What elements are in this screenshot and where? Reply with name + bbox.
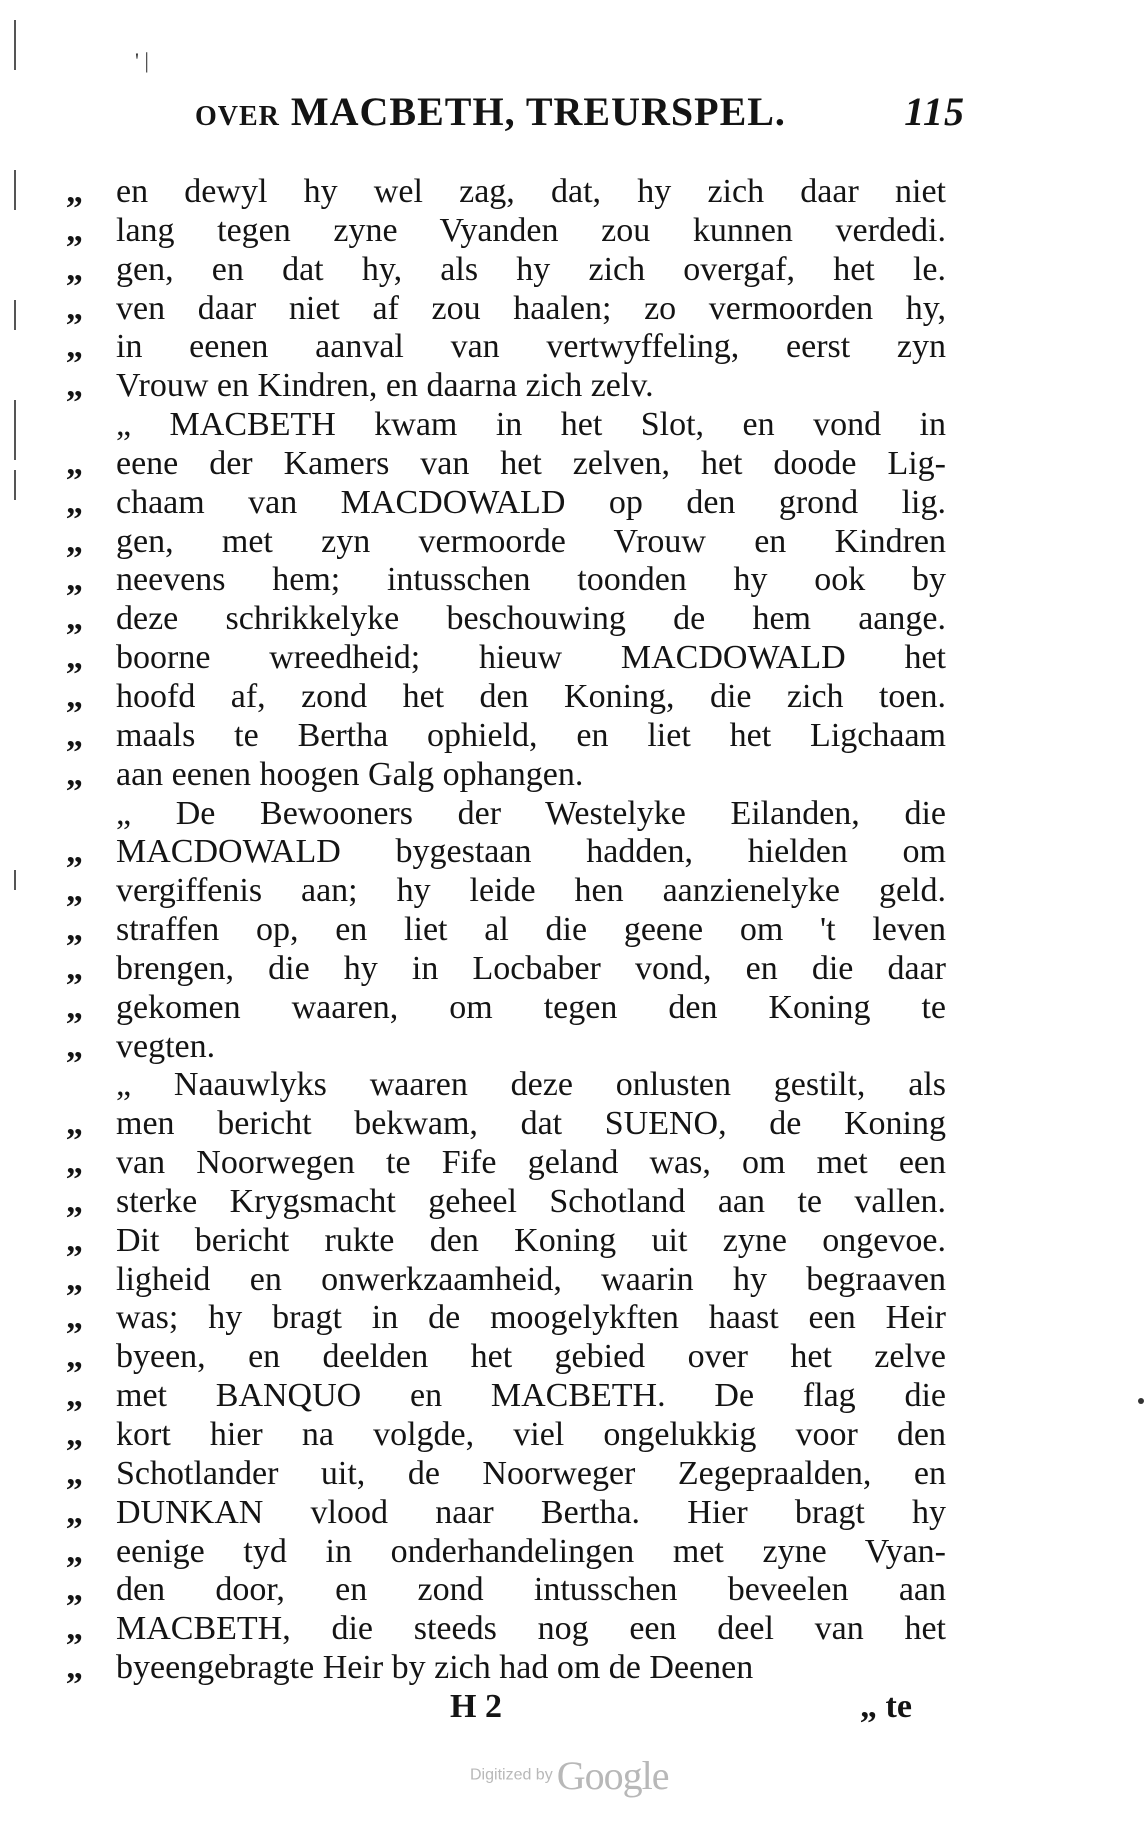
line-text: van Noorwegen te Fife geland was, om met een bbox=[116, 1144, 946, 1182]
quote-mark: „ bbox=[66, 1182, 83, 1220]
stray-mark: ' | bbox=[135, 48, 149, 73]
page-number: 115 bbox=[904, 89, 965, 134]
quote-mark: „ bbox=[66, 1221, 83, 1259]
quote-mark: „ bbox=[66, 250, 83, 288]
text-line bbox=[66, 484, 946, 523]
quote-mark: „ bbox=[66, 444, 83, 482]
line-text: MACBETH, die steeds nog een deel van het bbox=[116, 1610, 946, 1648]
line-text: deze schrikkelyke beschouwing de hem aange. bbox=[116, 600, 946, 638]
line-text: den door, en zond intusschen beveelen aan bbox=[116, 1571, 946, 1609]
text-line bbox=[66, 561, 946, 600]
line-text: met BANQUO en MACBETH. De flag die bbox=[116, 1377, 946, 1415]
line-text: hoofd af, zond het den Koning, die zich toen. bbox=[116, 677, 946, 715]
quote-mark: „ bbox=[66, 716, 83, 754]
quote-mark: „ bbox=[66, 367, 83, 405]
line-text: gen, en dat hy, als hy zich overgaf, het le. bbox=[116, 250, 946, 288]
quote-mark: „ bbox=[66, 1532, 83, 1570]
text-line bbox=[66, 1416, 946, 1455]
page-footer bbox=[0, 1688, 1148, 1738]
title-main: MACBETH, TREURSPEL. bbox=[290, 89, 786, 134]
text-line bbox=[66, 950, 946, 989]
quote-mark: „ bbox=[66, 677, 83, 715]
text-line bbox=[66, 290, 946, 329]
quote-mark: „ bbox=[66, 1610, 83, 1648]
quote-mark: „ bbox=[66, 1105, 83, 1143]
line-text: MACDOWALD bygestaan hadden, hielden om bbox=[116, 833, 946, 871]
text-line bbox=[66, 1610, 946, 1649]
text-line bbox=[66, 1571, 946, 1610]
quote-mark: „ bbox=[66, 600, 83, 638]
title-prefix: OVER bbox=[195, 101, 280, 132]
text-line bbox=[66, 173, 946, 212]
quote-mark: „ bbox=[66, 211, 83, 249]
text-line bbox=[66, 367, 946, 406]
edge-dot bbox=[1138, 1398, 1144, 1404]
line-text: in eenen aanval van vertwyffeling, eerst zyn bbox=[116, 328, 946, 366]
quote-mark: „ bbox=[66, 1027, 83, 1065]
quote-mark: „ bbox=[66, 1299, 83, 1337]
text-line bbox=[66, 1144, 946, 1183]
line-text: vergiffenis aan; hy leide hen aanzienelyke geld. bbox=[116, 872, 946, 910]
text-line bbox=[66, 328, 946, 367]
text-line bbox=[66, 1105, 946, 1144]
body-text bbox=[66, 173, 946, 1688]
line-text: chaam van MACDOWALD op den grond lig. bbox=[116, 483, 946, 521]
quote-mark: „ bbox=[66, 833, 83, 871]
gutter-mark bbox=[14, 470, 16, 500]
text-line bbox=[66, 1649, 946, 1688]
quote-mark: „ bbox=[66, 1649, 83, 1687]
gutter-mark bbox=[14, 400, 16, 460]
line-text: kort hier na volgde, viel ongelukkig voor den bbox=[116, 1416, 946, 1453]
line-text: ven daar niet af zou haalen; zo vermoorden hy, bbox=[116, 289, 946, 327]
quote-mark: „ bbox=[66, 522, 83, 560]
quote-mark: „ bbox=[66, 872, 83, 910]
text-line bbox=[66, 756, 946, 795]
line-text: neevens hem; intusschen toonden hy ook by bbox=[116, 561, 946, 599]
text-line bbox=[66, 251, 946, 290]
line-text: was; hy bragt in de moogelykften haast een Heir bbox=[116, 1299, 946, 1337]
text-line bbox=[66, 872, 946, 911]
quote-mark: „ bbox=[66, 561, 83, 599]
line-text: aan eenen hoogen Galg ophangen. bbox=[116, 755, 584, 793]
line-text: Schotlander uit, de Noorweger Zegepraalden, en bbox=[116, 1454, 946, 1492]
line-text: men bericht bekwam, dat SUENO, de Koning bbox=[116, 1105, 946, 1143]
line-text: „ Naauwlyks waaren deze onlusten gestilt, als bbox=[116, 1066, 946, 1104]
text-line bbox=[66, 1338, 946, 1377]
line-text: vegten. bbox=[116, 1027, 216, 1065]
line-text: lang tegen zyne Vyanden zou kunnen verdedi. bbox=[116, 211, 946, 249]
line-text: ligheid en onwerkzaamheid, waarin hy begraaven bbox=[116, 1260, 946, 1298]
text-line bbox=[66, 1222, 946, 1261]
line-text: straffen op, en liet al die geene om 't leven bbox=[116, 911, 946, 949]
quote-mark: „ bbox=[66, 1571, 83, 1609]
text-line bbox=[66, 406, 946, 445]
text-line bbox=[66, 445, 946, 484]
quote-mark: „ bbox=[66, 173, 83, 210]
gutter-mark bbox=[14, 170, 16, 210]
running-title bbox=[195, 88, 786, 135]
watermark-prefix: Digitized by bbox=[470, 1766, 553, 1784]
text-line bbox=[66, 1299, 946, 1338]
quote-mark: „ bbox=[66, 1493, 83, 1531]
line-text: „ MACBETH kwam in het Slot, en vond in bbox=[116, 406, 946, 444]
quote-mark: „ bbox=[66, 483, 83, 521]
google-logo: Google bbox=[556, 1753, 669, 1798]
quote-mark: „ bbox=[66, 1260, 83, 1298]
quote-mark: „ bbox=[66, 1454, 83, 1492]
quote-mark: „ bbox=[66, 289, 83, 327]
running-head bbox=[195, 88, 965, 148]
text-line bbox=[66, 1494, 946, 1533]
line-text: byeen, en deelden het gebied over het zelve bbox=[116, 1338, 946, 1376]
text-line bbox=[66, 1533, 946, 1572]
text-line bbox=[66, 600, 946, 639]
line-text: en dewyl hy wel zag, dat, hy zich daar niet bbox=[116, 173, 946, 210]
text-line bbox=[66, 1261, 946, 1300]
line-text: boorne wreedheid; hieuw MACDOWALD het bbox=[116, 639, 946, 677]
line-text: „ De Bewooners der Westelyke Eilanden, die bbox=[116, 794, 946, 832]
quote-mark: „ bbox=[66, 1416, 83, 1453]
line-text: DUNKAN vlood naar Bertha. Hier bragt hy bbox=[116, 1493, 946, 1531]
quote-mark: „ bbox=[66, 988, 83, 1026]
text-line bbox=[66, 833, 946, 872]
quote-mark: „ bbox=[66, 639, 83, 677]
text-line bbox=[66, 989, 946, 1028]
quote-mark: „ bbox=[66, 328, 83, 366]
text-line bbox=[66, 523, 946, 562]
text-line bbox=[66, 717, 946, 756]
signature-mark: H 2 bbox=[450, 1688, 502, 1725]
text-line bbox=[66, 212, 946, 251]
text-line bbox=[66, 1066, 946, 1105]
quote-mark: „ bbox=[66, 755, 83, 793]
quote-mark: „ bbox=[66, 949, 83, 987]
digitized-watermark bbox=[470, 1752, 668, 1802]
text-line bbox=[66, 1455, 946, 1494]
quote-mark: „ bbox=[66, 911, 83, 949]
line-text: eenige tyd in onderhandelingen met zyne Vyan- bbox=[116, 1532, 946, 1570]
line-text: gekomen waaren, om tegen den Koning te bbox=[116, 988, 946, 1026]
catchword: „ te bbox=[860, 1688, 912, 1725]
line-text: maals te Bertha ophield, en liet het Ligchaam bbox=[116, 716, 946, 754]
text-line bbox=[66, 678, 946, 717]
text-line bbox=[66, 639, 946, 678]
line-text: Vrouw en Kindren, en daarna zich zelv. bbox=[116, 367, 654, 405]
gutter-mark bbox=[14, 870, 16, 890]
text-line bbox=[66, 1028, 946, 1067]
line-text: brengen, die hy in Locbaber vond, en die daar bbox=[116, 949, 946, 987]
text-line bbox=[66, 1183, 946, 1222]
text-line bbox=[66, 795, 946, 834]
quote-mark: „ bbox=[66, 1144, 83, 1182]
quote-mark: „ bbox=[66, 1338, 83, 1376]
gutter-mark bbox=[14, 20, 16, 70]
text-line bbox=[66, 911, 946, 950]
gutter-mark bbox=[14, 300, 16, 330]
line-text: Dit bericht rukte den Koning uit zyne ongevoe. bbox=[116, 1221, 946, 1259]
line-text: sterke Krygsmacht geheel Schotland aan te vallen. bbox=[116, 1182, 946, 1220]
quote-mark: „ bbox=[66, 1377, 83, 1415]
text-line bbox=[66, 1377, 946, 1416]
line-text: eene der Kamers van het zelven, het doode Lig- bbox=[116, 444, 946, 482]
line-text: byeengebragte Heir by zich had om de Deenen bbox=[116, 1649, 754, 1687]
line-text: gen, met zyn vermoorde Vrouw en Kindren bbox=[116, 522, 946, 560]
